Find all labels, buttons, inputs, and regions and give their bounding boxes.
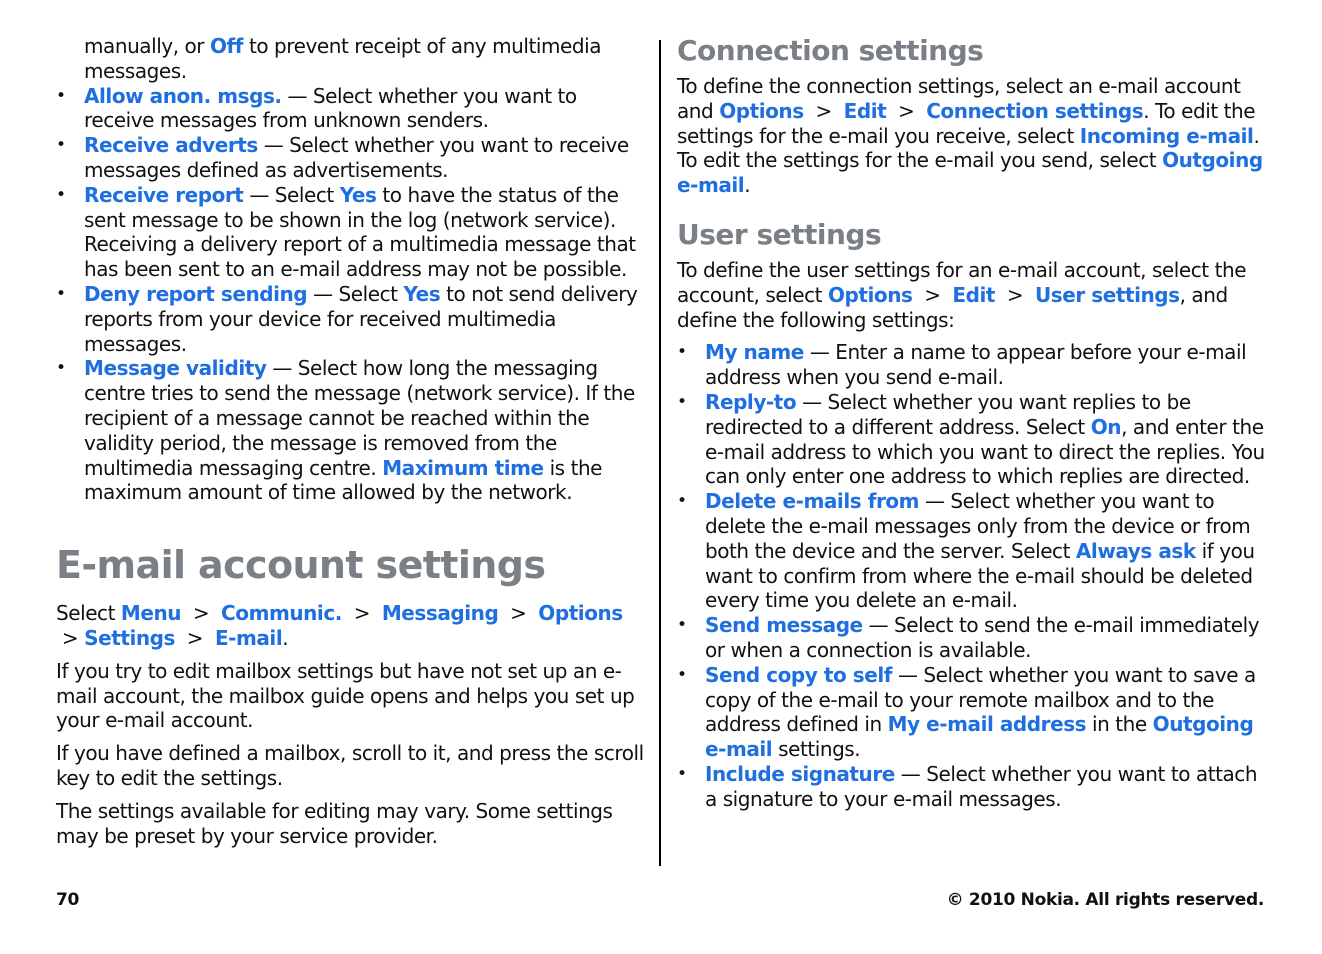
continued-text: manually, or Off to prevent receipt of any multimedia messages. bbox=[84, 34, 601, 83]
list-item: • Receive report — Select Yes to have the status of the sent message to be shown in the log (network service). Receiving a delivery report of a multimedia message that has been sent to an e-mail address may not be possible. bbox=[56, 183, 648, 282]
user-settings-list bbox=[677, 340, 1269, 811]
column-divider bbox=[659, 40, 661, 866]
paragraph: The settings available for editing may vary. Some settings may be preset by your service provider. bbox=[56, 798, 613, 848]
page-number: 70 bbox=[56, 890, 80, 910]
option-off: Off bbox=[209, 34, 244, 58]
list-item: • Reply-to — Select whether you want replies to be redirected to a different address. Select On, and enter the e-mail address to which you want to direct the replies. You can only enter one address to which replies are directed. bbox=[677, 390, 1269, 489]
copyright-notice: © 2010 Nokia. All rights reserved. bbox=[946, 890, 1264, 910]
right-column bbox=[677, 34, 1269, 812]
user-settings-text: To define the user settings for an e-mail account, select the account, select Options > Edit > User settings, and define the following settings: bbox=[677, 257, 1247, 332]
section-heading: E-mail account settings bbox=[56, 543, 546, 588]
paragraph: If you have defined a mailbox, scroll to it, and press the scroll key to edit the settings. bbox=[56, 741, 644, 790]
list-item: • Receive adverts — Select whether you want to receive messages defined as advertisements. bbox=[56, 133, 648, 183]
left-column bbox=[56, 34, 648, 848]
list-item: • Send message — Select to send the e-mail immediately or when a connection is available. bbox=[677, 613, 1269, 663]
list-item: • Delete e-mails from — Select whether you want to delete the e-mail messages only from the device or from both the device and the server. Select Always ask if you want to confirm from where the e-mail should be deleted every time you delete an e-mail. bbox=[677, 489, 1269, 613]
multimedia-options-list bbox=[56, 84, 648, 506]
list-item: • Send copy to self — Select whether you want to save a copy of the e-mail to your remote mailbox and to the address defined in My e-mail address in the Outgoing e-mail settings. bbox=[677, 663, 1269, 762]
list-item: • Include signature — Select whether you want to attach a signature to your e-mail messages. bbox=[677, 762, 1269, 812]
list-item: • Message validity — Select how long the messaging centre tries to send the message (network service). If the recipient of a message cannot be reached within the validity period, the message is removed from the multimedia messaging centre. Maximum time is the maximum amount of time allowed by the network. bbox=[56, 356, 648, 505]
list-item: • Deny report sending — Select Yes to not send delivery reports from your device for received multimedia messages. bbox=[56, 282, 648, 356]
connection-settings-text: To define the connection settings, select an e-mail account and Options > Edit > Connection settings. To edit the settings for the e-mail you receive, select Incoming e-mail. To edit the settings for the e-mail you send, select Outgoing e-mail. bbox=[677, 74, 1263, 198]
connection-settings-heading: Connection settings bbox=[677, 34, 984, 67]
menu-path: Select Menu > Communic. > Messaging > Options > Settings > E-mail. bbox=[56, 601, 623, 650]
list-item: • Allow anon. msgs. — Select whether you want to receive messages from unknown senders. bbox=[56, 84, 648, 134]
list-item: • My name — Enter a name to appear before your e-mail address when you send e-mail. bbox=[677, 340, 1269, 390]
paragraph: If you try to edit mailbox settings but have not set up an e-mail account, the mailbox guide opens and helps you set up your e-mail account. bbox=[56, 658, 635, 733]
user-settings-heading: User settings bbox=[677, 217, 882, 251]
